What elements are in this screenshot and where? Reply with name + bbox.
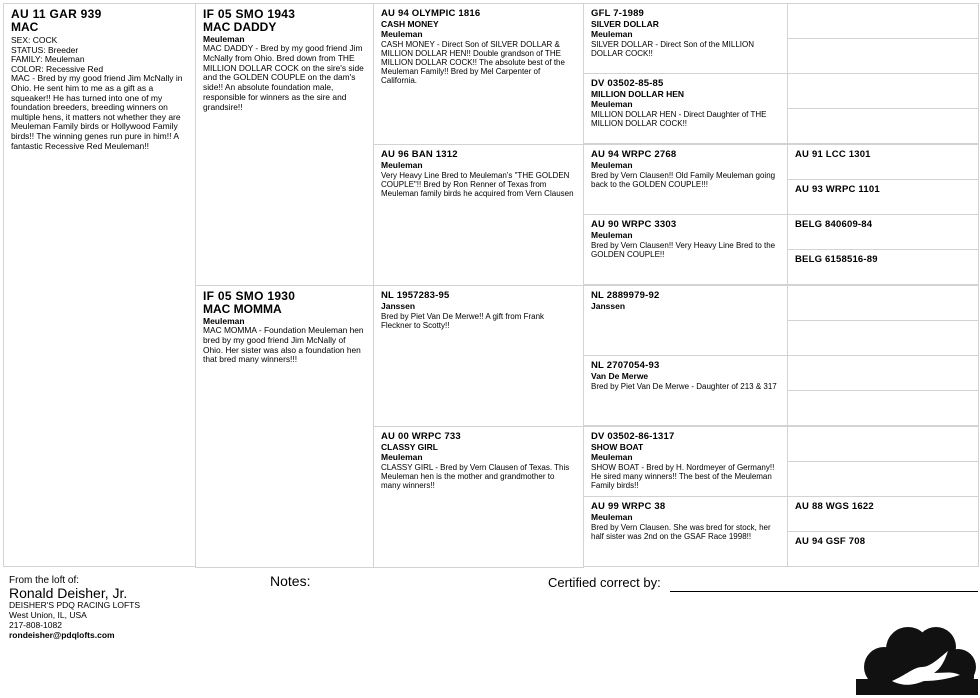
gen5-band-id: AU 91 LCC 1301 bbox=[795, 149, 871, 160]
gen4-description: SILVER DOLLAR - Direct Son of the MILLION DOLLAR COCK!! bbox=[591, 40, 755, 58]
gen5-band-id: BELG 6158516-89 bbox=[795, 254, 878, 265]
gen5-band-id: BELG 840609-84 bbox=[795, 219, 873, 230]
subject-color: COLOR: Recessive Red bbox=[11, 63, 104, 74]
gen5-cell bbox=[787, 461, 979, 497]
gen3-cell bbox=[373, 426, 584, 568]
gen3-band-id: NL 1957283-95 bbox=[381, 290, 450, 301]
gen3-cell bbox=[373, 144, 584, 286]
gen4-family: Meuleman bbox=[591, 29, 633, 39]
sire-cell bbox=[195, 3, 374, 286]
dam-name: MAC MOMMA bbox=[203, 302, 282, 316]
gen4-description: Bred by Vern Clausen. She was bred for stock, her half sister was 2nd on the GSAF Race 1998!! bbox=[591, 523, 771, 541]
gen3-family: Janssen bbox=[381, 301, 416, 311]
gen4-description: Bred by Vern Clausen!! Very Heavy Line Bred to the GOLDEN COUPLE!! bbox=[591, 241, 776, 259]
gen5-cell bbox=[787, 285, 979, 321]
loft-email: rondeisher@pdqlofts.com bbox=[9, 630, 115, 640]
loft-heading: From the loft of: bbox=[9, 575, 80, 586]
sire-description: MAC DADDY - Bred by my good friend Jim McNally from Ohio. Bred down from THE MILLION DOLLAR COCK on the sire's side and the GOLDEN COUPLE on the dam's side!! An absolute foundation male, responsible for winners as the sire and grandsire!! bbox=[203, 43, 364, 112]
gen4-family: Meuleman bbox=[591, 512, 633, 522]
loft-phone: 217-808-1082 bbox=[9, 620, 62, 630]
subject-description: MAC - Bred by my good friend Jim McNally in Ohio. He sent him to me as a gift as a squeaker!! He has turned into one of my foundation breeders, breeding winners on multiple hens, it matters not whether they are Meuleman Family birds or Hollywood Family birds!! The winning genes run pure in him!! A fantastic Recessive Red Meuleman!! bbox=[11, 73, 183, 151]
gen4-cell bbox=[583, 285, 788, 356]
gen4-band-id: NL 2889979-92 bbox=[591, 290, 660, 301]
signature-line bbox=[670, 591, 978, 592]
pedigree-footer bbox=[0, 567, 980, 698]
gen4-band-id: GFL 7-1989 bbox=[591, 8, 645, 19]
dam-description: MAC MOMMA - Foundation Meuleman hen bred by my good friend Jim McNally of Ohio. Her sister was also a foundation hen that bred many winners!!! bbox=[203, 325, 364, 365]
sire-name: MAC DADDY bbox=[203, 20, 277, 34]
gen4-cell bbox=[583, 144, 788, 215]
gen5-cell bbox=[787, 496, 979, 532]
gen5-cell bbox=[787, 320, 979, 356]
gen3-band-id: AU 96 BAN 1312 bbox=[381, 149, 458, 160]
gen5-cell bbox=[787, 73, 979, 109]
gen4-family: Van De Merwe bbox=[591, 371, 649, 381]
gen4-cell bbox=[583, 496, 788, 567]
gen4-family: Meuleman bbox=[591, 452, 633, 462]
gen3-description: Bred by Piet Van De Merwe!! A gift from Frank Fleckner to Scotty!! bbox=[381, 312, 545, 330]
gen5-cell bbox=[787, 390, 979, 426]
gen5-cell bbox=[787, 179, 979, 215]
gen4-cell bbox=[583, 355, 788, 426]
gen3-name: CASH MONEY bbox=[381, 19, 439, 29]
gen3-description: CLASSY GIRL - Bred by Vern Clausen of Texas. This Meuleman hen is the mother and grandmother to many winners!! bbox=[381, 463, 570, 490]
gen5-cell bbox=[787, 108, 979, 144]
gen3-band-id: AU 94 OLYMPIC 1816 bbox=[381, 8, 481, 19]
gen3-description: Very Heavy Line Bred to Meuleman's "THE GOLDEN COUPLE"!! Bred by Ron Renner of Texas from Meuleman family birds he acquired from Vern Clausen bbox=[381, 171, 574, 198]
gen4-cell bbox=[583, 214, 788, 285]
gen4-family: Meuleman bbox=[591, 99, 633, 109]
gen3-band-id: AU 00 WRPC 733 bbox=[381, 431, 461, 442]
subject-status: STATUS: Breeder bbox=[11, 44, 79, 55]
loft-location: West Union, IL, USA bbox=[9, 610, 87, 620]
gen3-family: Meuleman bbox=[381, 160, 423, 170]
gen4-band-id: DV 03502-85-85 bbox=[591, 78, 664, 89]
gen4-description: MILLION DOLLAR HEN - Direct Daughter of THE MILLION DOLLAR COCK!! bbox=[591, 110, 767, 128]
gen5-cell bbox=[787, 3, 979, 39]
gen3-name: CLASSY GIRL bbox=[381, 442, 438, 452]
gen4-family: Meuleman bbox=[591, 160, 633, 170]
dam-family: Meuleman bbox=[203, 316, 245, 326]
gen4-band-id: NL 2707054-93 bbox=[591, 360, 660, 371]
subject-sex: SEX: COCK bbox=[11, 35, 58, 45]
gen3-family: Meuleman bbox=[381, 452, 423, 462]
gen4-band-id: AU 99 WRPC 38 bbox=[591, 501, 666, 512]
gen4-family: Janssen bbox=[591, 301, 626, 311]
gen5-band-id: AU 88 WGS 1622 bbox=[795, 501, 874, 512]
subject-family: FAMILY: Meuleman bbox=[11, 54, 85, 65]
dam-cell bbox=[195, 285, 374, 568]
subject-band-id: AU 11 GAR 939 bbox=[11, 7, 102, 21]
gen4-band-id: DV 03502-86-1317 bbox=[591, 431, 675, 442]
subject-cell bbox=[3, 3, 196, 567]
certified-label: Certified correct by: bbox=[548, 575, 661, 590]
loft-name: DEISHER'S PDQ RACING LOFTS bbox=[9, 600, 141, 610]
gen5-cell bbox=[787, 249, 979, 285]
notes-label: Notes: bbox=[270, 573, 311, 589]
gen4-band-id: AU 94 WRPC 2768 bbox=[591, 149, 677, 160]
gen4-description: SHOW BOAT - Bred by H. Nordmeyer of Germany!! He sired many winners!! The best of the Meuleman Family birds!! bbox=[591, 463, 775, 490]
gen4-band-id: AU 90 WRPC 3303 bbox=[591, 219, 677, 230]
gen3-description: CASH MONEY - Direct Son of SILVER DOLLAR & MILLION DOLLAR HEN!! Double grandson of THE MILLION DOLLAR COCK!! The absolute best of the Meuleman Family!! Bred by Mel Carpenter of California. bbox=[381, 40, 565, 85]
pigeon-flying-cloud-logo-icon bbox=[856, 623, 978, 695]
loft-owner-name: Ronald Deisher, Jr. bbox=[9, 585, 128, 601]
gen4-family: Meuleman bbox=[591, 230, 633, 240]
gen3-cell bbox=[373, 3, 584, 145]
gen3-cell bbox=[373, 285, 584, 427]
gen5-cell bbox=[787, 38, 979, 74]
gen4-description: Bred by Piet Van De Merwe - Daughter of 213 & 317 bbox=[591, 382, 777, 391]
gen4-cell bbox=[583, 426, 788, 497]
gen3-family: Meuleman bbox=[381, 29, 423, 39]
gen5-cell bbox=[787, 426, 979, 462]
gen4-name: SILVER DOLLAR bbox=[591, 19, 659, 29]
gen5-cell bbox=[787, 531, 979, 567]
gen5-cell bbox=[787, 214, 979, 250]
subject-name: MAC bbox=[11, 20, 39, 34]
gen4-name: SHOW BOAT bbox=[591, 442, 644, 452]
gen4-cell bbox=[583, 73, 788, 144]
gen4-cell bbox=[583, 3, 788, 74]
gen4-name: MILLION DOLLAR HEN bbox=[591, 89, 685, 99]
sire-band-id: IF 05 SMO 1943 bbox=[203, 7, 296, 21]
gen5-band-id: AU 93 WRPC 1101 bbox=[795, 184, 880, 195]
gen5-cell bbox=[787, 355, 979, 391]
gen5-cell bbox=[787, 144, 979, 180]
gen4-description: Bred by Vern Clausen!! Old Family Meuleman going back to the GOLDEN COUPLE!!! bbox=[591, 171, 776, 189]
dam-band-id: IF 05 SMO 1930 bbox=[203, 289, 296, 303]
sire-family: Meuleman bbox=[203, 34, 245, 44]
gen5-band-id: AU 94 GSF 708 bbox=[795, 536, 866, 547]
